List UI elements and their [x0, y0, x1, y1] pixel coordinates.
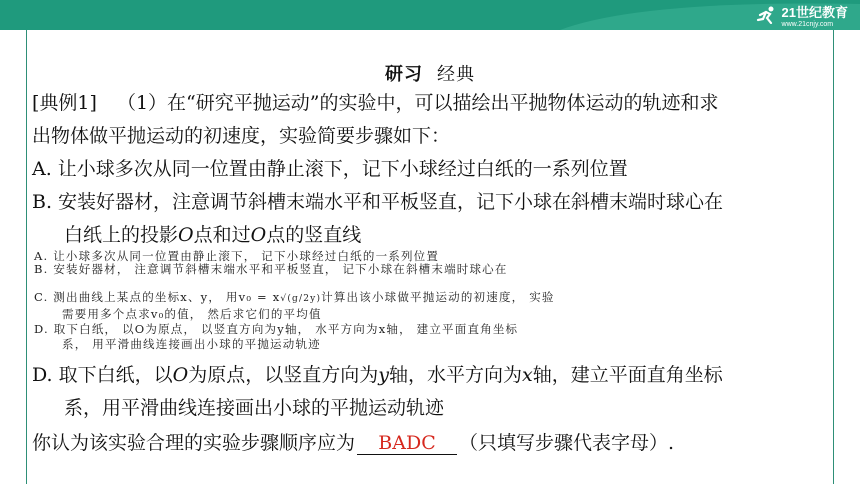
- step-d-line-2: 系，用平滑曲线连接画出小球的平抛运动轨迹: [64, 397, 445, 419]
- step-b-text-3: 点的竖直线: [266, 224, 362, 246]
- small-step-a: A. 让小球多次从同一位置由静止滚下， 记下小球经过白纸的一系列位置: [34, 249, 440, 263]
- frame-left-border: [26, 30, 27, 484]
- small-step-c-line-1: [34, 289, 555, 305]
- symbol-y: y: [378, 364, 389, 386]
- step-d-text-1: D. 取下白纸，以: [32, 364, 173, 386]
- heading-part-2: 经典: [437, 64, 475, 85]
- small-step-c-line-2: 需要用多个点求v₀的值， 然后求它们的平均值: [62, 307, 322, 321]
- question-line: [32, 428, 674, 455]
- symbol-o: O: [178, 224, 194, 246]
- header-bar: [0, 0, 860, 30]
- small-step-c-text-1: C. 测出曲线上某点的坐标x、y， 用v₀ = x: [34, 290, 281, 304]
- intro-line-1: [32, 88, 719, 115]
- step-b-line-2: [64, 220, 361, 247]
- symbol-o: O: [250, 224, 267, 246]
- step-d-text-3: 轴，水平方向为: [388, 364, 522, 386]
- small-step-b: B. 安装好器材， 注意调节斜槽末端水平和平板竖直， 记下小球在斜槽末端时球心在: [34, 262, 508, 276]
- logo-text: 21世纪教育: [781, 4, 848, 20]
- small-step-d-line-2: 系， 用平滑曲线连接画出小球的平抛运动轨迹: [62, 337, 321, 351]
- logo: [756, 4, 848, 28]
- question-text: 你认为该实验合理的实验步骤顺序应为: [32, 432, 356, 454]
- step-b-text-2: 点和过: [193, 224, 251, 246]
- small-step-d-line-1: D. 取下白纸， 以O为原点， 以竖直方向为y轴， 水平方向为x轴， 建立平面直角坐标: [34, 322, 519, 336]
- logo-url: www.21cnjy.com: [781, 20, 834, 28]
- question-suffix: （只填写步骤代表字母）.: [459, 432, 675, 454]
- answer-blank: BADC: [357, 432, 457, 455]
- step-d-text-2: 为原点，以竖直方向为: [188, 364, 379, 386]
- step-b-line-1: B. 安装好器材，注意调节斜槽末端水平和平板竖直，记下小球在斜槽末端时球心在: [32, 191, 724, 213]
- runner-icon: [756, 6, 778, 24]
- symbol-x: x: [521, 364, 533, 386]
- small-step-c-text-2: 计算出该小球做平抛运动的初速度， 实验: [321, 290, 555, 304]
- section-heading: [0, 60, 860, 86]
- formula-sqrt: √(g/2y): [280, 294, 322, 304]
- example-label: [典例1]: [32, 92, 97, 114]
- step-b-text-1: 白纸上的投影: [64, 224, 179, 246]
- intro-text-1: （1）在“研究平抛运动”的实验中，可以描绘出平抛物体运动的轨迹和求: [116, 92, 719, 114]
- step-a: A. 让小球多次从同一位置由静止滚下，记下小球经过白纸的一系列位置: [32, 158, 628, 180]
- frame-right-border: [833, 30, 834, 484]
- intro-line-2: 出物体做平抛运动的初速度，实验简要步骤如下：: [32, 125, 451, 147]
- heading-part-1: 研习: [385, 64, 423, 85]
- symbol-o: O: [172, 364, 189, 386]
- step-d-text-4: 轴，建立平面直角坐标: [532, 364, 723, 386]
- step-d-line-1: [32, 360, 723, 387]
